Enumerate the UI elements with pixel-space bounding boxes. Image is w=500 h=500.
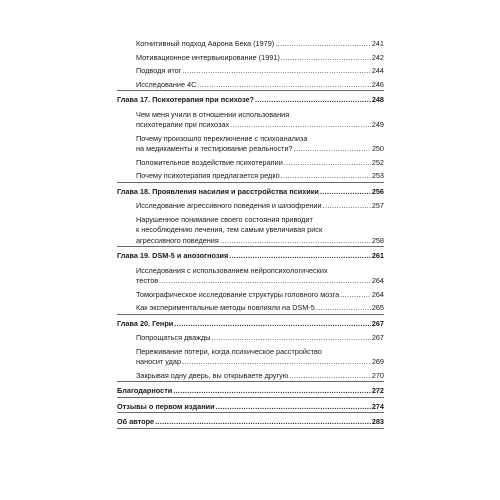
page-number: 241: [371, 39, 384, 48]
toc-entry: [136, 39, 384, 50]
page-number: 248: [371, 95, 384, 104]
toc-entry: [136, 333, 384, 344]
section-divider: [117, 397, 384, 398]
leader-dots: [323, 201, 371, 212]
toc-chapter: [117, 187, 384, 198]
page-number: 274: [371, 401, 384, 411]
toc-entry-line: [117, 319, 384, 330]
toc-entry-text: Положительное воздействие психотерапии: [136, 157, 283, 167]
leader-dots: [182, 66, 370, 77]
toc-entry-text: Чем меня учили в отношении использования: [136, 109, 290, 119]
toc-entry-text: Исследование 4C: [136, 79, 197, 89]
page-number: 269: [371, 357, 384, 366]
page-number: 265: [371, 303, 384, 312]
leader-dots: [197, 80, 370, 91]
toc-entry-text: Об авторе: [117, 417, 155, 426]
leader-dots: [284, 158, 371, 169]
leader-dots: [316, 303, 371, 314]
toc-entry-line: [136, 80, 384, 91]
section-divider: [117, 90, 384, 91]
page-number: 272: [371, 386, 384, 395]
page-number: 261: [371, 251, 384, 260]
toc-entry-text: психотерапии при психозах: [136, 120, 230, 129]
leader-dots: [255, 95, 371, 106]
toc-entry-line: [136, 290, 384, 301]
toc-entry-text: Глава 19. DSM-5 и анозогнозия: [117, 251, 229, 260]
toc-chapter: [117, 402, 384, 413]
toc-entry-line: [117, 187, 384, 198]
toc-entry-text: Благодарности: [117, 386, 173, 395]
leader-dots: [281, 53, 371, 64]
page-number: 242: [371, 52, 384, 62]
leader-dots: [230, 120, 371, 131]
page-number: 257: [371, 201, 384, 210]
toc-entry: [136, 53, 384, 64]
toc-entry-text: на медикаменты и тестирование реальности?: [136, 144, 293, 153]
toc-entry: [136, 303, 384, 314]
toc-entry-line: [117, 251, 384, 262]
page-number: 252: [371, 157, 384, 167]
toc-chapter: [117, 319, 384, 330]
toc-entry-text: тестов: [136, 276, 159, 285]
toc-entry: [136, 215, 384, 247]
toc-entry: [136, 201, 384, 212]
section-divider: [117, 428, 384, 429]
toc-entry-line: [136, 120, 384, 131]
page-number: 249: [371, 120, 384, 129]
leader-dots: [289, 371, 371, 382]
section-divider: [117, 246, 384, 247]
toc-entry-text: Подводя итог: [136, 66, 182, 75]
toc-entry-text: Исследование агрессивного поведения и шизофрении: [136, 201, 322, 210]
section-divider: [117, 412, 384, 413]
toc-entry-line: [136, 371, 384, 382]
toc-entry-line: [136, 357, 384, 368]
toc-entry-text: Как экспериментальные методы повлияли на DSM-5: [136, 303, 315, 312]
toc-entry-line: [136, 276, 384, 287]
page-number: 258: [371, 235, 384, 245]
section-divider: [117, 314, 384, 315]
page-number: 267: [371, 318, 384, 328]
toc-entry-text: Глава 17. Психотерапия при психозе?: [117, 95, 254, 104]
leader-dots: [173, 386, 371, 397]
toc-entry-text: Томографическое исследование структуры головного мозга: [136, 289, 340, 299]
leader-dots: [174, 319, 371, 330]
page-number: 244: [371, 66, 384, 75]
toc-entry: [136, 347, 384, 368]
toc-entry-line: [117, 95, 384, 106]
page-number: 270: [371, 370, 384, 380]
toc-entry-line: [136, 236, 384, 247]
toc-entry: [136, 66, 384, 77]
leader-dots: [220, 236, 371, 247]
leader-dots: [182, 357, 371, 368]
toc-entry: [136, 110, 384, 131]
toc-chapter: [117, 386, 384, 397]
toc-entry: [136, 371, 384, 382]
leader-dots: [294, 144, 371, 155]
page-number: 256: [371, 186, 384, 196]
toc-entry-line: [136, 201, 384, 212]
toc-entry-text: Закрывая одну дверь, вы открываете другую: [136, 370, 289, 380]
toc-entry-text: Глава 20. Генри: [117, 318, 174, 328]
toc-entry-line: [136, 171, 384, 182]
toc-entry-text: Глава 18. Проявления насилия и расстройства психики: [117, 186, 319, 196]
toc-entry: [136, 158, 384, 169]
toc-entry: [136, 171, 384, 182]
toc-entry: [136, 134, 384, 155]
toc-entry-text: Нарушенное понимание своего состояния приводит: [136, 214, 313, 224]
toc-entry-text: Исследования с использованием нейропсихологических: [136, 265, 328, 275]
toc-entry-line: [117, 417, 384, 428]
toc-entry-text: агрессивного поведения: [136, 235, 219, 245]
leader-dots: [320, 187, 371, 198]
toc-entry-line: [136, 53, 384, 64]
leader-dots: [155, 417, 371, 428]
leader-dots: [281, 171, 371, 182]
toc-entry: [136, 290, 384, 301]
toc-entry-line: [136, 333, 384, 344]
section-divider: [117, 182, 384, 183]
page-number: 267: [371, 333, 384, 342]
toc-entry-text: наносит удар: [136, 357, 182, 366]
toc-entry-text: к несоблюдению лечения, тем самым увеличивая риск: [136, 225, 323, 234]
leader-dots: [216, 402, 371, 413]
toc-entry-line: [136, 303, 384, 314]
leader-dots: [212, 333, 371, 344]
toc-entry-text: Почему произошло переключение с психоанализа: [136, 133, 308, 143]
toc-chapter: [117, 251, 384, 262]
toc-chapter: [117, 95, 384, 106]
toc-chapter: [117, 417, 384, 428]
toc-entry-text: Когнитивный подход Аарона Бека (1979): [136, 39, 275, 48]
page-number: 250: [371, 144, 384, 153]
toc-entry-line: [136, 66, 384, 77]
table-of-contents: [117, 39, 384, 433]
toc-entry-text: Почему психотерапия предлагается редко: [136, 171, 280, 180]
toc-entry-text: Отзывы о первом издании: [117, 401, 215, 411]
page-number: 283: [371, 417, 384, 426]
toc-entry: [136, 80, 384, 91]
toc-entry-line: [117, 402, 384, 413]
toc-entry-line: [136, 158, 384, 169]
toc-entry-text: Переживание потери, когда психическое расстройство: [136, 346, 322, 356]
leader-dots: [340, 290, 371, 301]
leader-dots: [275, 39, 371, 50]
toc-entry: [136, 266, 384, 287]
page-number: 264: [371, 276, 384, 285]
toc-entry-text: Попрощаться дважды: [136, 333, 211, 342]
leader-dots: [159, 276, 371, 287]
page-number: 264: [371, 289, 384, 299]
toc-entry-line: [136, 39, 384, 50]
section-divider: [117, 381, 384, 382]
page-number: 246: [371, 79, 384, 89]
toc-entry-text: Мотивационное интервьюирование (1991): [136, 52, 280, 62]
leader-dots: [229, 251, 371, 262]
toc-entry-line: [117, 386, 384, 397]
toc-entry-line: [136, 144, 384, 155]
page-number: 253: [371, 171, 384, 180]
